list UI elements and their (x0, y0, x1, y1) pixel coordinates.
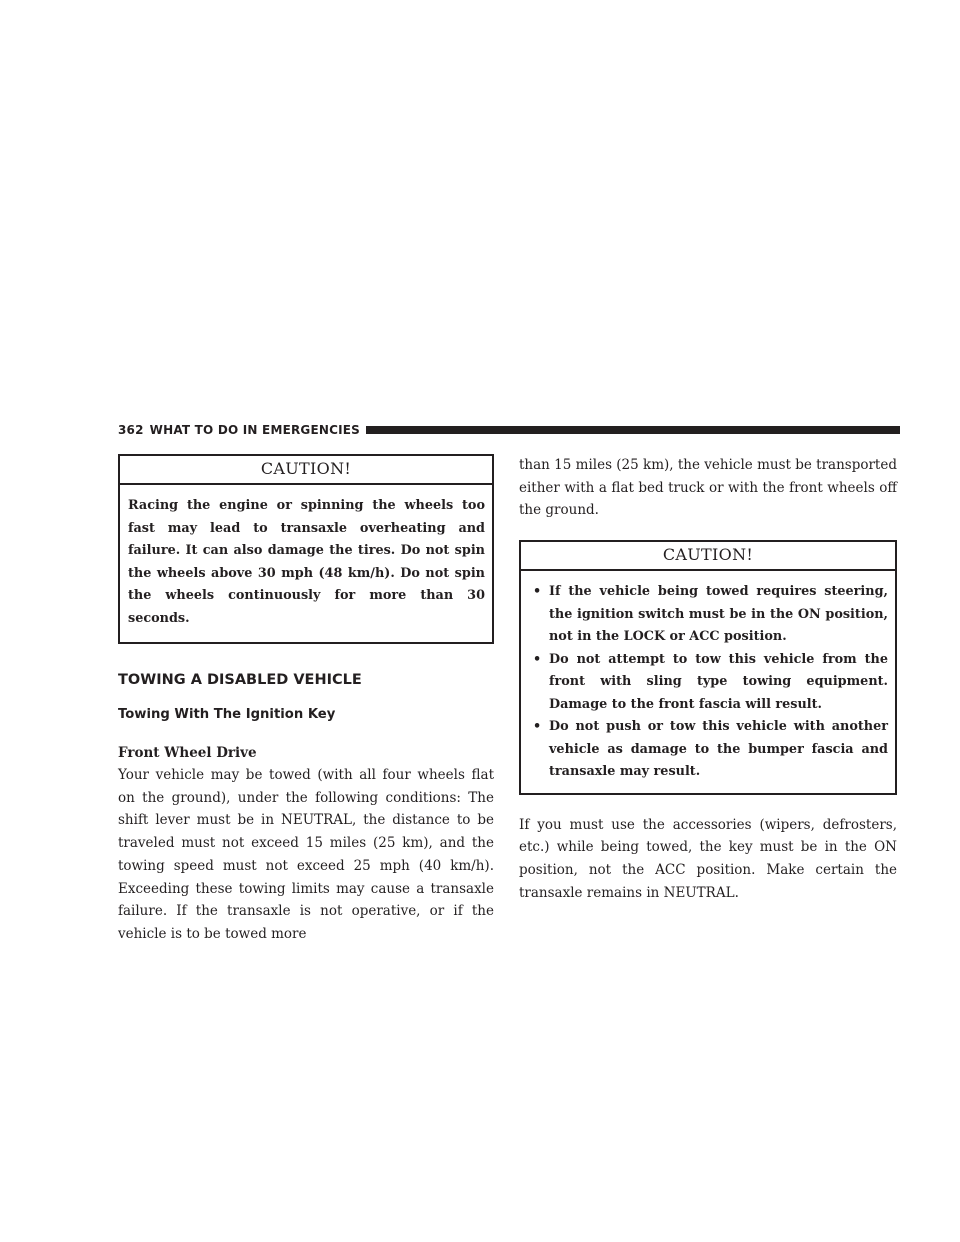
caution-list-item (529, 581, 888, 649)
bullet-icon: • (533, 584, 542, 600)
subsection-heading: Towing With The Ignition Key (118, 707, 336, 722)
caution-box (519, 540, 897, 795)
left-column (118, 454, 494, 946)
caution-item-text: If the vehicle being towed requires steering, the ignition switch must be in the ON position, not in the LOCK or ACC position. (549, 584, 888, 645)
right-column (519, 454, 897, 904)
subsubsection-heading: Front Wheel Drive (118, 745, 257, 761)
caution-item-text: Do not push or tow this vehicle with another vehicle as damage to the bumper fascia and transaxle may result. (549, 719, 888, 780)
caution-item-text: Do not attempt to tow this vehicle from the front with sling type towing equipment. Damage to the front fascia will result. (549, 651, 888, 712)
page-header (118, 419, 900, 441)
body-paragraph: If you must use the accessories (wipers, defrosters, etc.) while being towed, the key must be in the ON position, not the ACC position. Make certain the transaxle remains in NEUTRAL. (519, 816, 897, 901)
caution-list-item (529, 716, 888, 784)
section-title: WHAT TO DO IN EMERGENCIES (149, 423, 361, 437)
header-rule (366, 426, 900, 434)
bullet-icon: • (533, 651, 542, 667)
page-number: 362 (118, 423, 144, 437)
bullet-icon: • (533, 719, 542, 735)
caution-list-item (529, 649, 888, 717)
caution-box (118, 454, 494, 644)
caution-text: Racing the engine or spinning the wheels too fast may lead to transaxle overheating and failure. It can also damage the tires. Do not spin the wheels above 30 mph (48 km/h). Do not spin the wheels continuously for more than 30 seconds. (128, 498, 485, 626)
caution-title: CAUTION! (521, 542, 895, 571)
body-paragraph-continued: than 15 miles (25 km), the vehicle must be transported either with a flat bed truck or with the front wheels off the ground. (519, 457, 897, 519)
section-heading: TOWING A DISABLED VEHICLE (118, 672, 362, 688)
caution-list (521, 571, 895, 793)
body-paragraph: Your vehicle may be towed (with all four wheels flat on the ground), under the following conditions: The shift lever must be in NEUTRAL, the distance to be traveled must not exceed 15 miles (25 km), and the towing speed must not exceed 25 mph (40 km/h). Exceeding these towing limits may cause a transaxle failure. If the transaxle is not operative, or if the vehicle is to be towed more (118, 767, 494, 942)
caution-title: CAUTION! (120, 456, 492, 485)
